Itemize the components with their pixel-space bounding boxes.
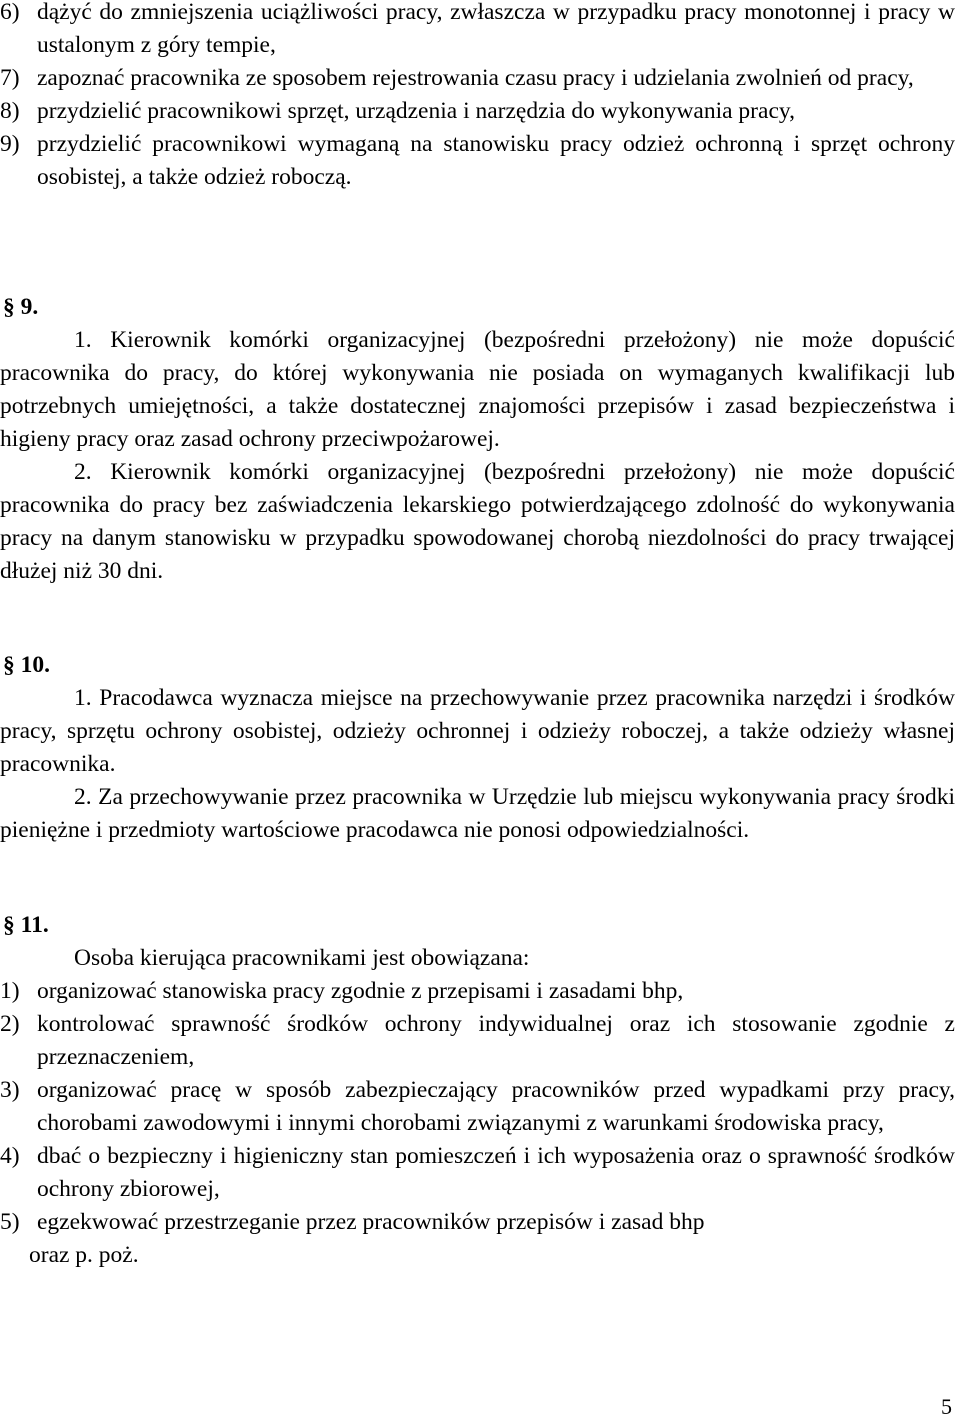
list-item-number: 9) <box>0 131 20 157</box>
list-item-text: dbać o bezpieczny i higieniczny stan pomieszczeń i ich wyposażenia oraz o sprawność środków ochrony zbiorowej, <box>37 1143 955 1202</box>
list-item-number: 3) <box>0 1077 20 1103</box>
list-item-number: 1) <box>0 978 20 1004</box>
list-item <box>0 1008 955 1074</box>
list-item-text: przydzielić pracownikowi wymaganą na stanowisku pracy odzież ochronną i sprzęt ochrony osobistej, a także odzież roboczą. <box>37 131 955 190</box>
list-item-number: 7) <box>0 65 20 91</box>
list-item <box>0 95 955 128</box>
list-item-text: egzekwować przestrzeganie przez pracowników przepisów i zasad bhp <box>37 1209 705 1235</box>
list-item-text: przydzielić pracownikowi sprzęt, urządzenia i narzędzia do wykonywania pracy, <box>37 98 795 124</box>
list-item-number: 8) <box>0 98 20 124</box>
section-heading: § 11. <box>3 912 49 938</box>
list-item-text: organizować stanowiska pracy zgodnie z przepisami i zasadami bhp, <box>37 978 684 1004</box>
list-item-text: organizować pracę w sposób zabezpieczający pracowników przed wypadkami przy pracy, chorobami zawodowymi i innymi chorobami związanymi z warunkami środowiska pracy, <box>37 1077 955 1136</box>
list-item-number: 5) <box>0 1209 20 1235</box>
list-tail-text: oraz p. poż. <box>29 1242 139 1268</box>
list-item-text: dążyć do zmniejszenia uciążliwości pracy, zwłaszcza w przypadku pracy monotonnej i pracy w ustalonym z góry tempie, <box>37 0 955 58</box>
section-paragraph: 1. Pracodawca wyznacza miejsce na przechowywanie przez pracownika narzędzi i środków pracy, sprzętu ochrony osobistej, odzieży ochronnej i odzieży roboczej, a także odzieży własnej pracownika. <box>0 685 955 777</box>
list-item-number: 6) <box>0 0 20 25</box>
list-item <box>0 975 955 1008</box>
obligations-list-continued <box>0 0 955 194</box>
list-item <box>0 1206 955 1239</box>
section-heading: § 9. <box>3 294 39 320</box>
section-11 <box>0 909 955 1272</box>
manager-duties-list <box>0 975 955 1239</box>
page-number: 5 <box>941 1394 952 1419</box>
list-item <box>0 62 955 95</box>
section-paragraph: 2. Kierownik komórki organizacyjnej (bezpośredni przełożony) nie może dopuścić pracownika do pracy bez zaświadczenia lekarskiego potwierdzającego zdolność do wykonywania pracy na danym stanowisku w przypadku spowodowanej chorobą niezdolności do pracy trwającej dłużej niż 30 dni. <box>0 459 955 584</box>
section-paragraph: 2. Za przechowywanie przez pracownika w Urzędzie lub miejscu wykonywania pracy środki pieniężne i przedmioty wartościowe pracodawca nie ponosi odpowiedzialności. <box>0 784 955 843</box>
list-item-text: zapoznać pracownika ze sposobem rejestrowania czasu pracy i udzielania zwolnień od pracy, <box>37 65 914 91</box>
section-heading: § 10. <box>3 652 50 678</box>
list-item-text: kontrolować sprawność środków ochrony indywidualnej oraz ich stosowanie zgodnie z przeznaczeniem, <box>37 1011 955 1070</box>
list-item-number: 2) <box>0 1011 20 1037</box>
section-intro: Osoba kierująca pracownikami jest obowiązana: <box>74 945 530 971</box>
list-item-number: 4) <box>0 1143 20 1169</box>
list-item <box>0 128 955 194</box>
section-paragraph: 1. Kierownik komórki organizacyjnej (bezpośredni przełożony) nie może dopuścić pracownika do pracy, do której wykonywania nie posiada on wymaganych kwalifikacji lub potrzebnych umiejętności, a także dostatecznej znajomości przepisów i zasad bezpieczeństwa i higieny pracy oraz zasad ochrony przeciwpożarowej. <box>0 327 955 452</box>
list-item <box>0 1140 955 1206</box>
list-item <box>0 0 955 62</box>
list-item <box>0 1074 955 1140</box>
section-9 <box>0 291 955 588</box>
section-10 <box>0 649 955 847</box>
